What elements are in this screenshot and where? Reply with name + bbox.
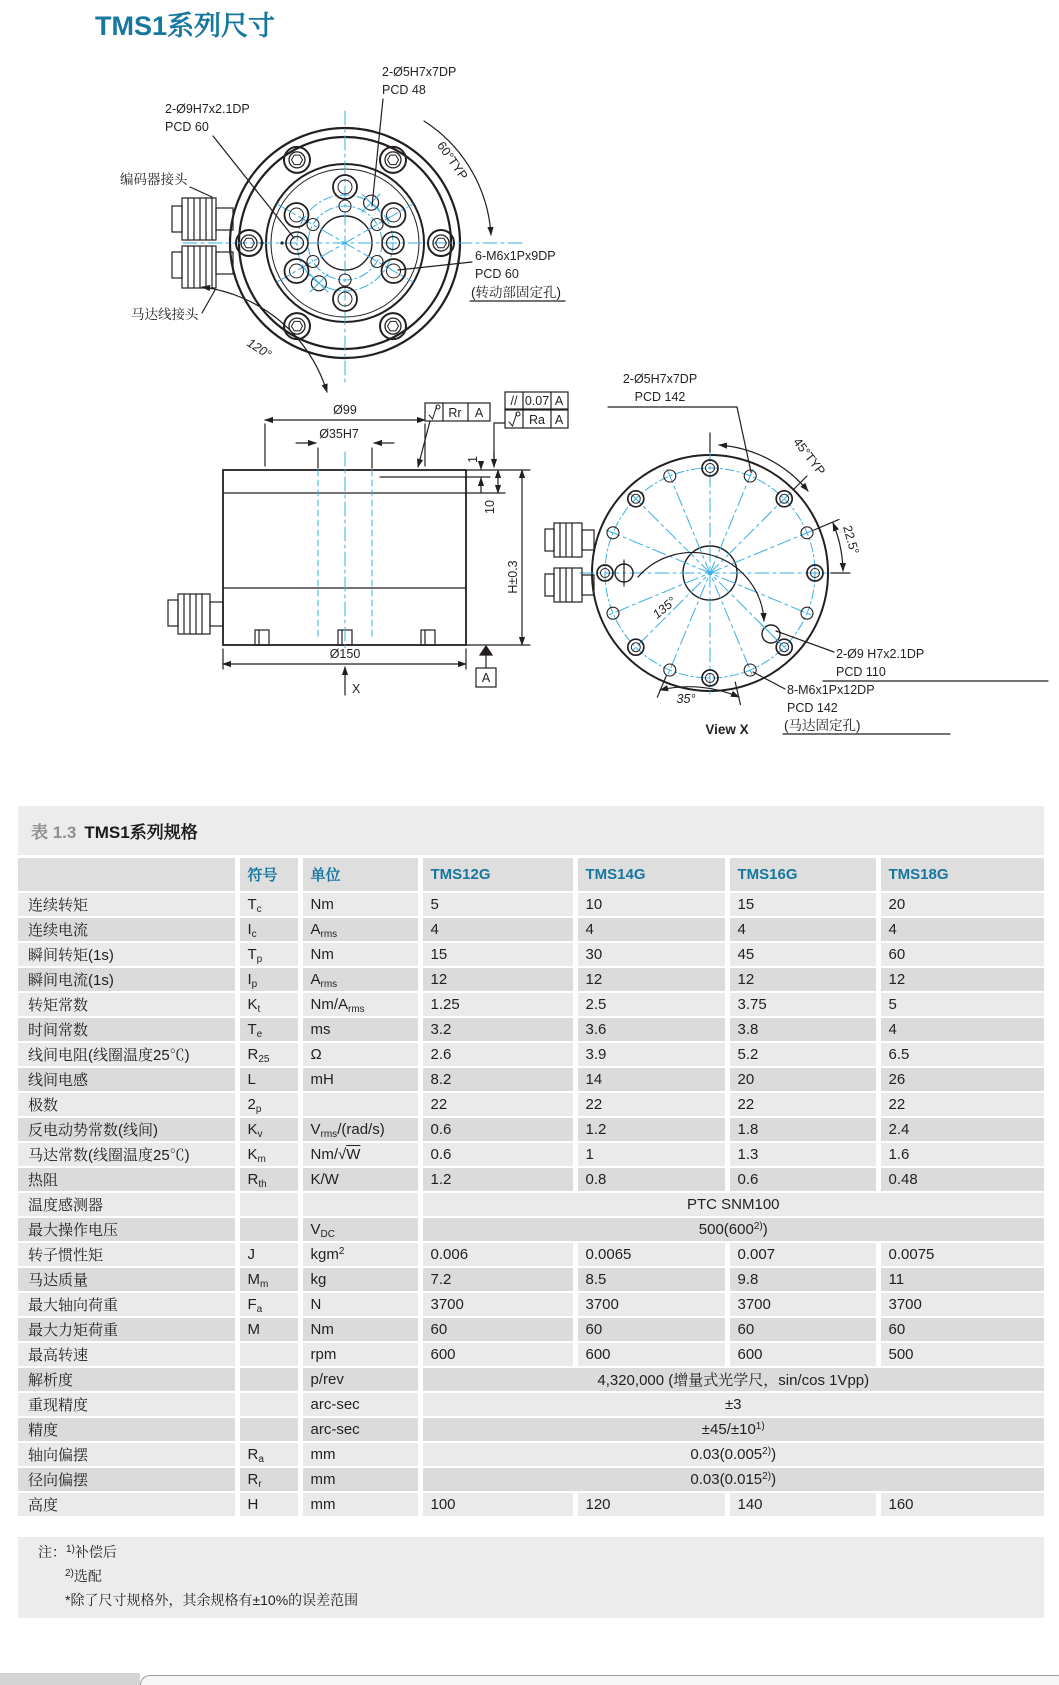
row-value: 1.8 xyxy=(727,1117,878,1142)
table-row xyxy=(18,1392,1044,1417)
row-label: 连续电流 xyxy=(18,917,237,942)
row-value: 6.5 xyxy=(878,1042,1044,1067)
table-row xyxy=(18,967,1044,992)
row-unit: Nm xyxy=(300,1317,420,1342)
footnote: 注：$^{1)}$补偿后 xyxy=(38,1544,117,1560)
row-label: 极数 xyxy=(18,1092,237,1117)
svg-text:Rr: Rr xyxy=(448,406,462,420)
table-row xyxy=(18,1142,1044,1167)
svg-text:Ø99: Ø99 xyxy=(333,403,357,417)
row-value: 0.6 xyxy=(420,1117,575,1142)
header-tms18g: TMS18G xyxy=(878,858,1044,892)
label-135: 135° xyxy=(650,594,679,622)
footnote: $^{2)}$选配 xyxy=(65,1568,102,1584)
side-view xyxy=(168,392,568,696)
row-value: 26 xyxy=(878,1067,1044,1092)
row-value: 12 xyxy=(575,967,727,992)
row-merged-value: 4,320,000 (增量式光学尺，sin/cos 1Vpp) xyxy=(420,1367,1044,1392)
viewx-connectors xyxy=(545,523,594,602)
row-symbol: $I_c$ xyxy=(237,917,300,942)
row-value: 11 xyxy=(878,1267,1044,1292)
row-value: 9.8 xyxy=(727,1267,878,1292)
side-connector xyxy=(168,594,223,634)
table-row xyxy=(18,1292,1044,1317)
row-value: 5 xyxy=(878,992,1044,1017)
row-merged-value: 500(600$^{2)}$) xyxy=(420,1217,1044,1242)
svg-text:PCD 60: PCD 60 xyxy=(165,120,209,134)
svg-text://: // xyxy=(510,394,518,408)
row-value: 2.5 xyxy=(575,992,727,1017)
row-value: 600 xyxy=(727,1342,878,1367)
row-value: 12 xyxy=(420,967,575,992)
row-symbol: L xyxy=(237,1067,300,1092)
row-unit: Nm xyxy=(300,942,420,967)
row-value: 0.0065 xyxy=(575,1242,727,1267)
svg-text:PCD 48: PCD 48 xyxy=(382,83,426,97)
svg-text:0.07: 0.07 xyxy=(524,394,550,408)
row-unit: mm xyxy=(300,1467,420,1492)
row-symbol xyxy=(237,1417,300,1442)
table-row xyxy=(18,1117,1044,1142)
row-symbol: $R_r$ xyxy=(237,1467,300,1492)
page-title: TMS1系列尺寸 xyxy=(95,11,276,41)
table-title: TMS1系列规格 xyxy=(84,823,198,842)
row-symbol: $M_m$ xyxy=(237,1267,300,1292)
row-value: 0.007 xyxy=(727,1242,878,1267)
row-symbol xyxy=(237,1342,300,1367)
row-label: 最大操作电压 xyxy=(18,1217,237,1242)
table-row xyxy=(18,1217,1044,1242)
row-value: 12 xyxy=(727,967,878,992)
header-unit: 单位 xyxy=(300,858,420,892)
row-unit: p/rev xyxy=(300,1367,420,1392)
row-label: 最高转速 xyxy=(18,1342,237,1367)
dim-height: H±0.3 xyxy=(506,560,520,594)
row-symbol: $F_a$ xyxy=(237,1292,300,1317)
svg-text:A: A xyxy=(481,671,491,685)
svg-text:PCD 142: PCD 142 xyxy=(634,390,686,404)
table-row xyxy=(18,1067,1044,1092)
label-motor-connector: 马达线接头 xyxy=(131,307,199,322)
row-symbol: H xyxy=(237,1492,300,1516)
header-tms14g: TMS14G xyxy=(575,858,727,892)
row-value: 12 xyxy=(878,967,1044,992)
row-value: 60 xyxy=(878,1317,1044,1342)
row-value: 4 xyxy=(727,917,878,942)
row-symbol: $K_m$ xyxy=(237,1142,300,1167)
svg-text:A: A xyxy=(554,413,564,427)
view-x-caption: View X xyxy=(705,722,749,737)
datum-a xyxy=(476,646,496,687)
row-value: 30 xyxy=(575,942,727,967)
table-row xyxy=(18,1192,1044,1217)
parallelism-frame xyxy=(505,392,568,409)
table-row xyxy=(18,1467,1044,1492)
row-value: 0.8 xyxy=(575,1167,727,1192)
row-value: 1.2 xyxy=(420,1167,575,1192)
row-merged-value: 0.03(0.005$^{2)}$) xyxy=(420,1442,1044,1467)
table-row xyxy=(18,1442,1044,1467)
table-row xyxy=(18,1017,1044,1042)
row-value: 4 xyxy=(878,1017,1044,1042)
row-unit: arc-sec xyxy=(300,1417,420,1442)
row-value: 4 xyxy=(420,917,575,942)
row-unit xyxy=(300,1192,420,1217)
row-label: 反电动势常数(线间) xyxy=(18,1117,237,1142)
label-120: 120° xyxy=(244,335,274,362)
row-label: 马达常数(线圈温度25℃) xyxy=(18,1142,237,1167)
svg-text:A: A xyxy=(554,394,564,408)
row-unit: Nm/√W xyxy=(300,1142,420,1167)
row-symbol: $T_e$ xyxy=(237,1017,300,1042)
row-value: 15 xyxy=(727,892,878,917)
table-row xyxy=(18,992,1044,1017)
row-unit: kg xyxy=(300,1267,420,1292)
row-value: 600 xyxy=(420,1342,575,1367)
table-row xyxy=(18,1042,1044,1067)
spec-table xyxy=(18,858,1044,1516)
row-value: 3700 xyxy=(420,1292,575,1317)
row-symbol: $R_{th}$ xyxy=(237,1167,300,1192)
row-value: 1.3 xyxy=(727,1142,878,1167)
label-m6-mount: 6-M6x1Px9DP xyxy=(475,249,556,263)
row-value: 600 xyxy=(575,1342,727,1367)
row-value: 120 xyxy=(575,1492,727,1516)
encoder-connector xyxy=(172,198,233,240)
row-value: 3700 xyxy=(727,1292,878,1317)
row-value: 3.9 xyxy=(575,1042,727,1067)
table-row xyxy=(18,917,1044,942)
svg-text:PCD 60: PCD 60 xyxy=(475,267,519,281)
row-label: 温度感测器 xyxy=(18,1192,237,1217)
row-label: 轴向偏摆 xyxy=(18,1442,237,1467)
table-caption-band xyxy=(18,806,1044,855)
row-value: 22 xyxy=(727,1092,878,1117)
svg-text:Ra: Ra xyxy=(529,413,545,427)
row-unit: mH xyxy=(300,1067,420,1092)
label-60typ: 60°TYP xyxy=(434,138,471,183)
row-symbol: $I_p$ xyxy=(237,967,300,992)
notes-band xyxy=(18,1537,1044,1618)
row-value: 100 xyxy=(420,1492,575,1516)
table-row xyxy=(18,892,1044,917)
row-value: 14 xyxy=(575,1067,727,1092)
row-unit: $V_{DC}$ xyxy=(300,1217,420,1242)
svg-text:PCD 110: PCD 110 xyxy=(836,665,886,679)
row-value: 22 xyxy=(878,1092,1044,1117)
view-x xyxy=(545,372,1048,737)
row-value: 8.2 xyxy=(420,1067,575,1092)
row-symbol: $R_a$ xyxy=(237,1442,300,1467)
table-row xyxy=(18,1492,1044,1516)
row-unit: rpm xyxy=(300,1342,420,1367)
row-value: 1.2 xyxy=(575,1117,727,1142)
row-unit: ms xyxy=(300,1017,420,1042)
table-row xyxy=(18,1342,1044,1367)
row-label: 最大轴向荷重 xyxy=(18,1292,237,1317)
row-symbol: $K_v$ xyxy=(237,1117,300,1142)
row-symbol: $T_c$ xyxy=(237,892,300,917)
row-value: 45 xyxy=(727,942,878,967)
row-value: 4 xyxy=(575,917,727,942)
label-45typ: 45°TYP xyxy=(790,435,828,478)
row-symbol: M xyxy=(237,1317,300,1342)
table-row xyxy=(18,1242,1044,1267)
dim-1: 1 xyxy=(466,456,480,463)
view-x-arrow-label: X xyxy=(352,682,361,696)
row-label: 精度 xyxy=(18,1417,237,1442)
header-tms16g: TMS16G xyxy=(727,858,878,892)
svg-text:PCD 142: PCD 142 xyxy=(787,701,838,715)
row-value: 10 xyxy=(575,892,727,917)
row-value: 1.25 xyxy=(420,992,575,1017)
row-value: 140 xyxy=(727,1492,878,1516)
dim-dia35: Ø35H7 xyxy=(319,427,359,441)
row-value: 3.8 xyxy=(727,1017,878,1042)
row-value: 160 xyxy=(878,1492,1044,1516)
row-label: 瞬间电流(1s) xyxy=(18,967,237,992)
row-value: 15 xyxy=(420,942,575,967)
row-unit: Nm xyxy=(300,892,420,917)
row-unit: $A_{rms}$ xyxy=(300,967,420,992)
header-blank xyxy=(18,858,237,892)
row-label: 连续转矩 xyxy=(18,892,237,917)
runout-ra-frame xyxy=(494,410,568,467)
svg-text:(转动部固定孔): (转动部固定孔) xyxy=(471,285,561,300)
row-value: 4 xyxy=(878,917,1044,942)
row-unit: N xyxy=(300,1292,420,1317)
table-number: 表 1.3 xyxy=(31,823,77,842)
row-merged-value: ±3 xyxy=(420,1392,1044,1417)
row-value: 8.5 xyxy=(575,1267,727,1292)
row-unit: mm xyxy=(300,1442,420,1467)
row-value: 60 xyxy=(575,1317,727,1342)
row-merged-value: PTC SNM100 xyxy=(420,1192,1044,1217)
row-value: 60 xyxy=(878,942,1044,967)
spec-table-body xyxy=(18,892,1044,1516)
row-value: 3.6 xyxy=(575,1017,727,1042)
label-pcd142: 2-Ø5H7x7DP xyxy=(622,372,698,386)
row-label: 最大力矩荷重 xyxy=(18,1317,237,1342)
row-label: 转矩常数 xyxy=(18,992,237,1017)
row-value: 3.75 xyxy=(727,992,878,1017)
row-value: 2.4 xyxy=(878,1117,1044,1142)
spec-table-header xyxy=(18,858,1044,892)
footer-tab[interactable] xyxy=(140,1675,1059,1685)
footnote: *除了尺寸规格外，其余规格有±10%的误差范围 xyxy=(65,1592,359,1608)
row-label: 热阻 xyxy=(18,1167,237,1192)
label-35: 35° xyxy=(676,692,696,706)
row-symbol xyxy=(237,1192,300,1217)
row-unit: kgm$^2$ xyxy=(300,1242,420,1267)
row-value: 3.2 xyxy=(420,1017,575,1042)
row-label: 重现精度 xyxy=(18,1392,237,1417)
row-unit: K/W xyxy=(300,1167,420,1192)
label-pcd60-dowel: 2-Ø9H7x2.1DP xyxy=(165,102,250,116)
row-value: 5.2 xyxy=(727,1042,878,1067)
motor-connector xyxy=(172,246,233,288)
row-label: 马达质量 xyxy=(18,1267,237,1292)
row-value: 0.006 xyxy=(420,1242,575,1267)
row-label: 线间电感 xyxy=(18,1067,237,1092)
row-label: 解析度 xyxy=(18,1367,237,1392)
front-view xyxy=(120,65,565,392)
row-label: 径向偏摆 xyxy=(18,1467,237,1492)
row-value: 500 xyxy=(878,1342,1044,1367)
row-symbol: $T_p$ xyxy=(237,942,300,967)
row-value: 20 xyxy=(727,1067,878,1092)
row-label: 高度 xyxy=(18,1492,237,1516)
row-merged-value: $\pm 45/\pm 10^{1)}$ xyxy=(420,1417,1044,1442)
row-symbol: $K_t$ xyxy=(237,992,300,1017)
label-encoder-connector: 编码器接头 xyxy=(120,172,188,187)
row-value: 1 xyxy=(575,1142,727,1167)
row-value: 3700 xyxy=(878,1292,1044,1317)
row-value: 60 xyxy=(420,1317,575,1342)
header-tms12g: TMS12G xyxy=(420,858,575,892)
dimension-drawings xyxy=(0,0,1059,806)
label-dowel-viewx: 2-Ø9 H7x2.1DP xyxy=(836,647,925,661)
dim-dia150: Ø150 xyxy=(329,647,361,661)
table-row xyxy=(18,1317,1044,1342)
row-value: 5 xyxy=(420,892,575,917)
row-label: 转子惯性矩 xyxy=(18,1242,237,1267)
row-unit: Ω xyxy=(300,1042,420,1067)
table-row xyxy=(18,1367,1044,1392)
row-label: 时间常数 xyxy=(18,1017,237,1042)
row-value: 0.6 xyxy=(420,1142,575,1167)
row-unit xyxy=(300,1092,420,1117)
row-symbol xyxy=(237,1367,300,1392)
table-row xyxy=(18,1167,1044,1192)
label-pcd48: 2-Ø5H7x7DP xyxy=(382,65,457,79)
row-value: 3700 xyxy=(575,1292,727,1317)
dim-10: 10 xyxy=(483,500,497,514)
svg-text:A: A xyxy=(474,406,484,420)
row-unit: $Nm/A_{rms}$ xyxy=(300,992,420,1017)
row-symbol: J xyxy=(237,1242,300,1267)
row-unit: $A_{rms}$ xyxy=(300,917,420,942)
table-row xyxy=(18,1417,1044,1442)
label-22-5: 22.5° xyxy=(840,523,862,556)
row-unit: mm xyxy=(300,1492,420,1516)
table-row xyxy=(18,1267,1044,1292)
row-value: 7.2 xyxy=(420,1267,575,1292)
row-unit: $V_{rms}/(rad/s)$ xyxy=(300,1117,420,1142)
row-value: 22 xyxy=(420,1092,575,1117)
label-m6-viewx: 8-M6x1Px12DP xyxy=(787,683,875,697)
row-symbol: $R_{25}$ xyxy=(237,1042,300,1067)
row-value: 0.48 xyxy=(878,1167,1044,1192)
row-value: 0.6 xyxy=(727,1167,878,1192)
row-value: 0.0075 xyxy=(878,1242,1044,1267)
row-merged-value: 0.03(0.015$^{2)}$) xyxy=(420,1467,1044,1492)
table-row xyxy=(18,1092,1044,1117)
row-symbol xyxy=(237,1392,300,1417)
row-value: 22 xyxy=(575,1092,727,1117)
row-value: 20 xyxy=(878,892,1044,917)
footer-left-strip xyxy=(0,1673,140,1685)
row-unit: arc-sec xyxy=(300,1392,420,1417)
row-label: 线间电阻(线圈温度25℃) xyxy=(18,1042,237,1067)
header-symbol: 符号 xyxy=(237,858,300,892)
row-label: 瞬间转矩(1s) xyxy=(18,942,237,967)
row-value: 1.6 xyxy=(878,1142,1044,1167)
row-value: 2.6 xyxy=(420,1042,575,1067)
table-row xyxy=(18,942,1044,967)
row-value: 60 xyxy=(727,1317,878,1342)
row-symbol xyxy=(237,1217,300,1242)
row-symbol: $2_p$ xyxy=(237,1092,300,1117)
svg-text:(马达固定孔): (马达固定孔) xyxy=(784,718,861,733)
